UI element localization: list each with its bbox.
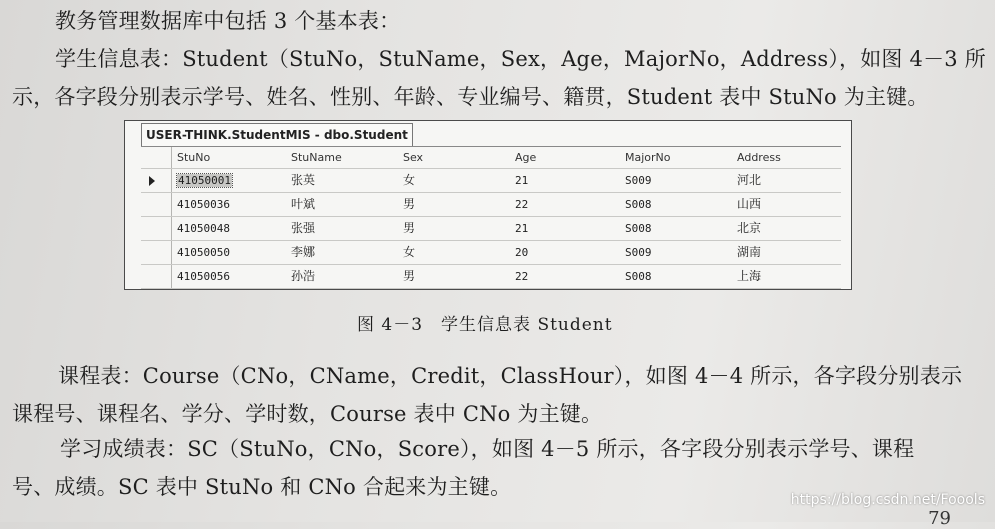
table-row[interactable] — [141, 169, 841, 193]
cell-address[interactable]: 湖南 — [737, 245, 762, 259]
row-selector[interactable] — [141, 217, 172, 240]
figure-caption: 图 4－3 学生信息表 Student — [357, 315, 613, 335]
table-row[interactable] — [141, 265, 841, 289]
cell-stuname[interactable]: 叶斌 — [291, 197, 316, 211]
cell-stuname[interactable]: 李娜 — [291, 245, 316, 259]
cell-address[interactable]: 上海 — [737, 269, 762, 283]
column-header-stuno[interactable]: StuNo — [177, 151, 211, 164]
cell-sex[interactable]: 男 — [403, 269, 416, 283]
paragraph-course-table-line2: 课程号、课程名、学分、学时数，Course 表中 CNo 为主键。 — [12, 402, 603, 426]
page-number: 79 — [928, 508, 951, 529]
cell-address[interactable]: 山西 — [737, 197, 762, 211]
cell-stuno[interactable]: 41050048 — [177, 222, 230, 235]
table-row[interactable] — [141, 217, 841, 241]
grid-header-row — [141, 147, 841, 169]
cell-stuno[interactable]: 41050036 — [177, 198, 230, 211]
paragraph-sc-table-line2: 号、成绩。SC 表中 StuNo 和 CNo 合起来为主键。 — [12, 475, 512, 499]
paragraph-course-table-line1: 课程表：Course（CNo，CName，Credit，ClassHour），如图 4－4 所示，各字段分别表示 — [58, 364, 963, 388]
row-selector-header — [141, 147, 172, 168]
row-selector[interactable] — [141, 193, 172, 216]
row-selector[interactable] — [141, 169, 172, 192]
column-header-majorno[interactable]: MajorNo — [625, 151, 671, 164]
paragraph-student-table-line2: 示，各字段分别表示学号、姓名、性别、年龄、专业编号、籍贯，Student 表中 StuNo 为主键。 — [12, 85, 929, 109]
paragraph-student-table-line1: 学生信息表：Student（StuNo，StuName，Sex，Age，MajorNo，Address），如图 4－3 所 — [55, 47, 986, 71]
cell-sex[interactable]: 女 — [403, 173, 416, 187]
cell-majorno[interactable]: S009 — [625, 174, 652, 187]
table-tab-title: USER-THINK.StudentMIS - dbo.Student — [141, 123, 413, 146]
watermark-url: https://blog.csdn.net/Foools — [790, 492, 985, 508]
cell-majorno[interactable]: S009 — [625, 246, 652, 259]
cell-stuname[interactable]: 张强 — [291, 221, 316, 235]
cell-stuno[interactable]: 41050056 — [177, 270, 230, 283]
cell-majorno[interactable]: S008 — [625, 198, 652, 211]
cell-stuname[interactable]: 张英 — [291, 173, 316, 187]
table-row[interactable] — [141, 241, 841, 265]
student-data-grid — [141, 146, 841, 289]
cell-address[interactable]: 北京 — [737, 221, 762, 235]
column-header-stuname[interactable]: StuName — [291, 151, 342, 164]
row-selector[interactable] — [141, 241, 172, 264]
row-selector[interactable] — [141, 265, 172, 288]
cell-stuno[interactable]: 41050050 — [177, 246, 230, 259]
column-header-address[interactable]: Address — [737, 151, 781, 164]
cell-majorno[interactable]: S008 — [625, 222, 652, 235]
paragraph-sc-table-line1: 学习成绩表：SC（StuNo，CNo，Score），如图 4－5 所示，各字段分别表示学号、课程 — [60, 437, 915, 461]
paragraph-intro: 教务管理数据库中包括 3 个基本表： — [55, 9, 401, 33]
cell-sex[interactable]: 男 — [403, 221, 416, 235]
cell-stuname[interactable]: 孙浩 — [291, 269, 316, 283]
cell-sex[interactable]: 女 — [403, 245, 416, 259]
cell-sex[interactable]: 男 — [403, 197, 416, 211]
cell-stuno[interactable]: 41050001 — [178, 174, 231, 187]
cell-age[interactable]: 21 — [515, 222, 529, 235]
cell-age[interactable]: 21 — [515, 174, 529, 187]
table-row[interactable] — [141, 193, 841, 217]
column-header-age[interactable]: Age — [515, 151, 537, 164]
cell-age[interactable]: 20 — [515, 246, 529, 259]
cell-age[interactable]: 22 — [515, 270, 529, 283]
column-header-sex[interactable]: Sex — [403, 151, 424, 164]
current-row-arrow-icon — [149, 176, 155, 186]
student-table-screenshot — [124, 120, 852, 290]
cell-majorno[interactable]: S008 — [625, 270, 652, 283]
cell-address[interactable]: 河北 — [737, 173, 762, 187]
cell-age[interactable]: 22 — [515, 198, 529, 211]
